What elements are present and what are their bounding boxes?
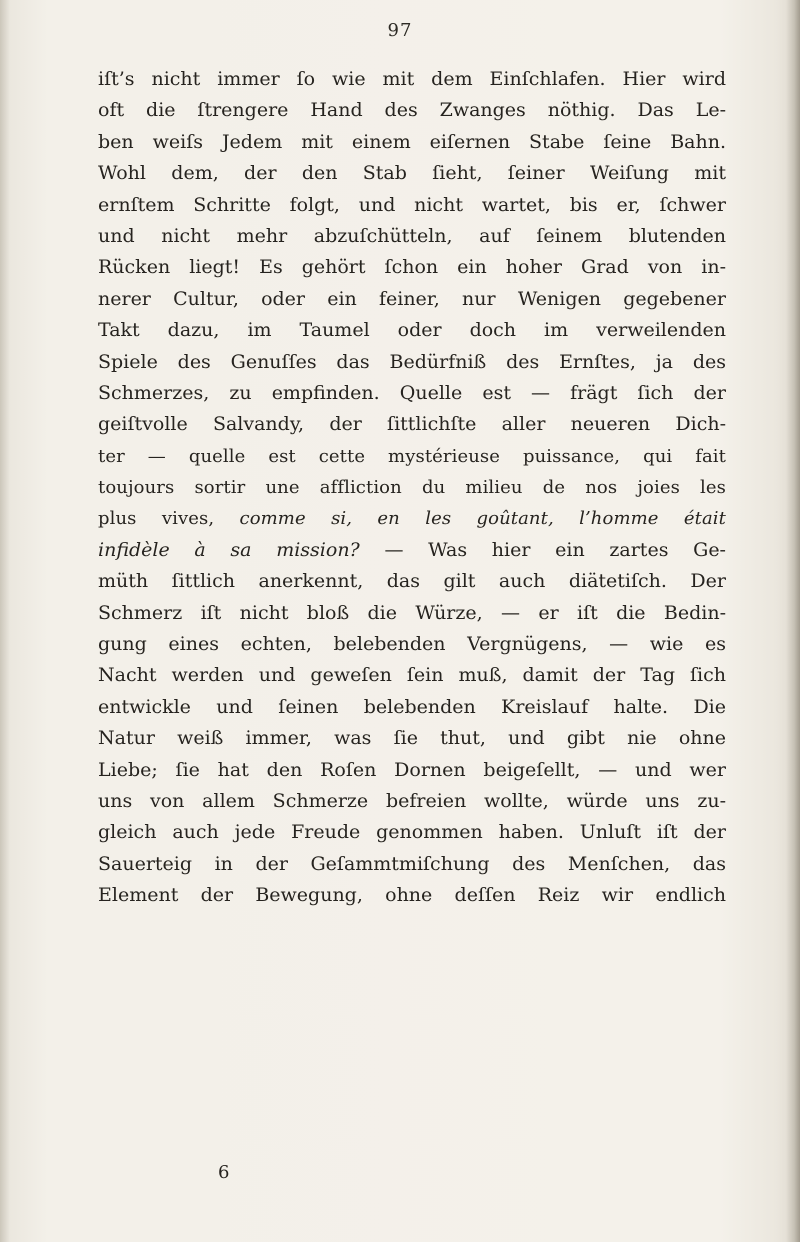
text-line: müth ſittlich anerkennt, das gilt auch diätetiſch. Der [98,570,726,593]
text-line: und nicht mehr abzuſchütteln, auf ſeinem blutenden [98,224,726,247]
text-line: Schmerzes, zu empfinden. Quelle est — frägt ſich der [98,381,726,404]
text-line-french: toujours sortir une affliction du milieu de nos joies les [98,477,726,499]
text-line: Sauerteig in der Geſammtmiſchung des Menſchen, das [98,852,726,875]
text-line: Natur weiß immer, was ſie thut, und gibt nie ohne [98,727,726,750]
text-line: entwickle und ſeinen belebenden Kreislauf halte. Die [98,695,726,718]
text-line: gung eines echten, belebenden Vergnügens, — wie es [98,633,726,656]
text-line-mixed: infidèle à sa mission? — Was hier ein zartes Ge- [98,538,726,561]
page-number: 97 [387,20,413,41]
text-line: Wohl dem, der den Stab ſieht, ſeiner Weiſung mit [98,162,726,185]
text-line: Schmerz iſt nicht bloß die Würze, — er iſt die Bedin- [98,601,726,624]
signature-mark: 6 [218,1162,230,1183]
text-line: Liebe; ſie hat den Roſen Dornen beigeſellt, — und wer [98,758,726,781]
text-line: oft die ſtrengere Hand des Zwanges nöthig. Das Le- [98,99,726,122]
text-line: Nacht werden und geweſen ſein muß, damit der Tag ſich [98,664,726,687]
text-line: uns von allem Schmerze befreien wollte, würde uns zu- [98,789,726,812]
text-line: Takt dazu, im Taumel oder doch im verweilenden [98,319,726,342]
body-text [98,64,726,912]
text-line: Spiele des Genuſſes das Bedürfniß des Ernſtes, ja des [98,350,726,373]
text-line: ernſtem Schritte folgt, und nicht wartet, bis er, ſchwer [98,193,726,216]
text-line: geiſtvolle Salvandy, der ſittlichſte aller neueren Dich- [98,413,726,436]
text-line: Rücken liegt! Es gehört ſchon ein hoher Grad von in- [98,256,726,279]
text-line: ben weiſs Jedem mit einem eiſernen Stabe ſeine Bahn. [98,130,726,153]
text-line: nerer Cultur, oder ein feiner, nur Wenigen gegebener [98,287,726,310]
text-line-french: ter — quelle est cette mystérieuse puissance, qui fait [98,445,726,467]
text-line: gleich auch jede Freude genommen haben. Unluſt iſt der [98,821,726,844]
page-right-shadow [786,0,800,1242]
text-line-french-italic: plus vives, comme si, en les goûtant, l’homme était [98,508,726,530]
text-line: iſt’s nicht immer ſo wie mit dem Einſchlafen. Hier wird [98,68,726,90]
page-left-shadow [0,0,10,1242]
text-line: Element der Bewegung, ohne deſſen Reiz wir endlich [98,884,726,907]
